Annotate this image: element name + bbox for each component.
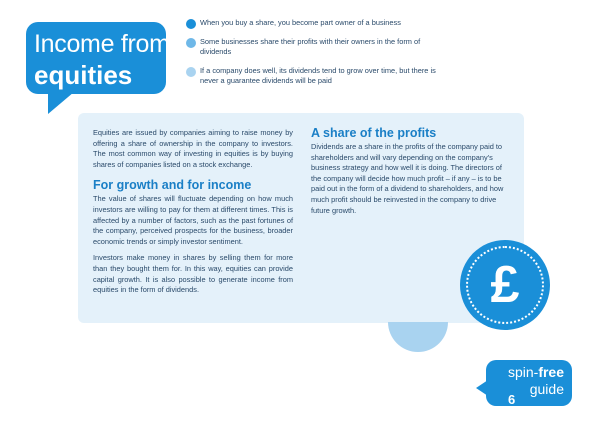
right-column: [311, 126, 509, 216]
key-point-2: [186, 37, 446, 56]
key-point-text: When you buy a share, you become part owner of a business: [200, 18, 401, 27]
key-point-3: [186, 66, 446, 85]
key-point-text: If a company does well, its dividends tend to grow over time, but there is never a guarantee dividends will be paid: [200, 66, 436, 85]
left-column: [93, 128, 293, 296]
brand-badge: [486, 360, 572, 406]
page-title-line1: Income from: [34, 30, 170, 58]
growth-income-heading: For growth and for income: [93, 178, 252, 193]
page-number: 6: [508, 392, 516, 407]
growth-paragraph: The value of shares will fluctuate depending on how much investors are willing to pay for them at different times. This is affected by a number of factors, such as the past fortunes of the company, perceived prospects for the business, broader economic trends or simply investor sentiment.: [93, 194, 293, 246]
bullet-dot-icon: [186, 19, 196, 29]
bullet-dot-icon: [186, 67, 196, 77]
intro-paragraph: Equities are issued by companies aiming to raise money by offering a share of ownership in the company to investors. The most common way of investing in equities is by buying shares of companies listed on a stock exchange.: [93, 128, 293, 169]
income-paragraph: Investors make money in shares by selling them for more than they bought them for. In this way, equities can provide capital growth. It is also possible to generate income from equities in the form of dividends.: [93, 253, 293, 295]
page-title-line2: equities: [34, 60, 133, 90]
key-point-1: [186, 18, 446, 27]
pound-symbol: £: [490, 256, 520, 314]
share-profits-heading: A share of the profits: [311, 126, 437, 140]
brand-part2: free: [538, 364, 564, 380]
key-point-text: Some businesses share their profits with their owners in the form of dividends: [200, 37, 421, 56]
decorative-half-circle: [388, 322, 448, 352]
pound-coin-icon: [460, 240, 550, 330]
brand-name: [508, 364, 564, 380]
brand-subtitle: guide: [529, 381, 564, 397]
bullet-dot-icon: [186, 38, 196, 48]
title-bubble: [26, 22, 170, 94]
dividends-paragraph: Dividends are a share in the profits of the company paid to shareholders and will vary depending on the company's business strategy and how well it is doing. The directors of the company will decide how much profit – if any – is to be paid out in the form of a dividend to shareholders, and how much profit should be reinvested in the company to drive future growth.: [311, 142, 504, 215]
brand-part1: spin-: [507, 364, 539, 380]
key-points-list: [186, 18, 446, 95]
